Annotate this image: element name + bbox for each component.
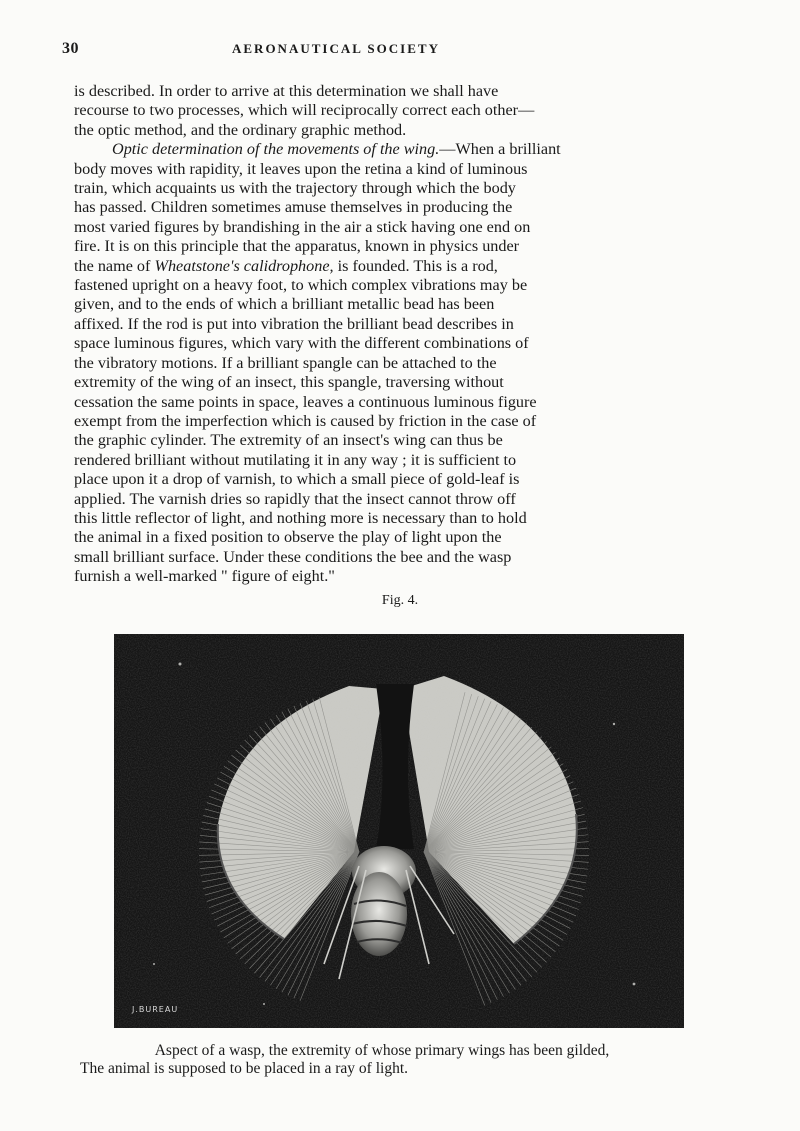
body-line: has passed. Children sometimes amuse themselves in producing the: [74, 198, 513, 217]
body-line: body moves with rapidity, it leaves upon the retina a kind of luminous: [74, 159, 528, 178]
section-text-start: —When a brilliant: [439, 140, 561, 159]
body-line: cessation the same points in space, leaves a continuous luminous figure: [74, 392, 537, 411]
calidrophone-suffix: is founded. This is a rod,: [333, 256, 498, 275]
wasp-illustration: [114, 634, 684, 1028]
body-line: extremity of the wing of an insect, this spangle, traversing without: [74, 373, 504, 392]
body-line: rendered brilliant without mutilating it in any way ; it is sufficient to: [74, 450, 517, 469]
section-heading: Optic determination of the movements of the wing.: [112, 140, 440, 159]
page-number: 30: [62, 40, 79, 57]
page-header: [62, 40, 738, 60]
body-line: train, which acquaints us with the trajectory through which the body: [74, 179, 516, 198]
figure-caption: [80, 1042, 684, 1078]
body-line: small brilliant surface. Under these conditions the bee and the wasp: [74, 547, 512, 566]
body-line: place upon it a drop of varnish, to which a small piece of gold-leaf is: [74, 470, 520, 489]
body-line: furnish a well-marked " figure of eight.": [74, 567, 335, 586]
body-line: most varied figures by brandishing in the air a stick having one end on: [74, 217, 531, 236]
figure-label: Fig. 4.: [381, 593, 419, 608]
calidrophone-name: Wheatstone's calidrophone,: [154, 256, 334, 275]
engraver-signature: J.BUREAU: [132, 1005, 179, 1014]
calidrophone-prefix: the name of: [74, 256, 155, 275]
body-line: given, and to the ends of which a brilliant metallic bead has been: [74, 295, 495, 314]
caption-line: Aspect of a wasp, the extremity of whose primary wings has been gilded,: [154, 1042, 610, 1059]
body-line: applied. The varnish dries so rapidly that the insect cannot throw off: [74, 489, 516, 508]
body-line: is described. In order to arrive at this determination we shall have: [74, 82, 499, 100]
running-head: AERONAUTICAL SOCIETY: [232, 41, 440, 56]
body-line: space luminous figures, which vary with the different combinations of: [74, 334, 529, 353]
body-line: the optic method, and the ordinary graphic method.: [74, 120, 407, 139]
body-line: fire. It is on this principle that the apparatus, known in physics under: [74, 237, 520, 256]
body-line: the graphic cylinder. The extremity of an insect's wing can thus be: [74, 431, 503, 450]
body-text: [74, 82, 682, 587]
caption-line: The animal is supposed to be placed in a ray of light.: [80, 1060, 408, 1077]
body-line: recourse to two processes, which will reciprocally correct each other—: [74, 101, 535, 120]
figure-illustration: [114, 634, 684, 1028]
body-line: the vibratory motions. If a brilliant spangle can be attached to the: [74, 353, 497, 372]
body-line: affixed. If the rod is put into vibration the brilliant bead describes in: [74, 314, 514, 333]
body-line: this little reflector of light, and nothing more is necessary than to hold: [74, 508, 527, 527]
section-heading-line: [74, 140, 682, 159]
calidrophone-line: [74, 257, 682, 276]
body-line: the animal in a fixed position to observe the play of light upon the: [74, 528, 502, 547]
body-line: exempt from the imperfection which is caused by friction in the case of: [74, 411, 537, 430]
body-line: fastened upright on a heavy foot, to which complex vibrations may be: [74, 276, 528, 295]
